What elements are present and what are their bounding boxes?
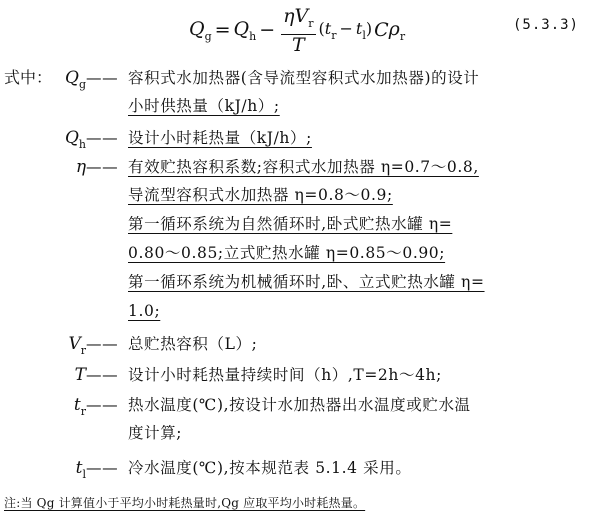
def-symbol-qg: $Q_g$: [65, 68, 86, 91]
def-symbol-qh: $Q_h$: [64, 128, 86, 151]
def-eta-line-3: 第一循环系统为自然循环时,卧式贮热水罐 η=: [128, 215, 453, 233]
footnote: 注:当 Qg 计算值小于平均小时耗热量时,Qg 应取平均小时耗热量。: [4, 496, 366, 510]
def-dash: ——: [86, 396, 119, 414]
fraction-numerator: $\eta V_r$: [281, 6, 315, 35]
def-dash: ——: [86, 158, 119, 176]
def-symbol-vr: $V_r$: [68, 334, 86, 357]
formula-number: (5.3.3): [512, 17, 579, 33]
formula-equals: =: [214, 19, 231, 41]
formula-minus: −: [259, 19, 276, 41]
def-t-line-1: 设计小时耗热量持续时间（h）,T=2h～4h;: [128, 366, 442, 384]
def-tl-line-1: 冷水温度(℃),按本规范表 5.1.4 采用。: [128, 459, 412, 477]
formula-qh: $Q_h$: [233, 17, 257, 43]
formula-lhs: $Q_g$: [189, 17, 212, 43]
def-eta-line-4: 0.80～0.85;立式贮热水罐 η=0.85～0.90;: [128, 244, 446, 262]
def-vr-line-1: 总贮热容积（L）;: [128, 335, 258, 353]
formula-c: C: [374, 19, 389, 41]
def-symbol-eta: η: [75, 157, 86, 177]
formula-rho: $\rho_r$: [388, 17, 406, 43]
def-dash: ——: [86, 69, 119, 87]
def-symbol-tl: $t_l$: [75, 458, 86, 481]
formula-parenthesis: $(t_r - t_l)$: [318, 18, 373, 42]
def-eta-line-2: 导流型容积式水加热器 η=0.8～0.9;: [128, 186, 393, 204]
def-dash: ——: [86, 335, 119, 353]
def-eta-line-1: 有效贮热容积系数;容积式水加热器 η=0.7～0.8,: [128, 158, 479, 176]
def-tr-line-2: 度计算;: [128, 424, 183, 442]
def-eta-line-5: 第一循环系统为机械循环时,卧、立式贮热水罐 η=: [128, 273, 485, 291]
def-eta-line-6: 1.0;: [128, 302, 161, 320]
def-symbol-tr: $t_r$: [73, 395, 86, 418]
formula-block: [0, 0, 597, 60]
def-qh-line-1: 设计小时耗热量（kJ/h）;: [128, 129, 312, 147]
definitions-intro: 式中：: [4, 68, 53, 87]
def-dash: ——: [86, 459, 119, 477]
def-qg-line-1: 容积式水加热器(含导流型容积式水加热器)的设计: [128, 69, 480, 87]
fraction-denominator: T: [291, 33, 305, 56]
def-qg-line-2: 小时供热量（kJ/h）;: [128, 97, 280, 115]
formula-expression: [189, 4, 406, 56]
formula-fraction: [281, 6, 315, 55]
def-dash: ——: [86, 366, 119, 384]
def-dash: ——: [86, 129, 119, 147]
def-symbol-t: T: [74, 365, 86, 385]
def-tr-line-1: 热水温度(℃),按设计水加热器出水温度或贮水温: [128, 396, 471, 414]
